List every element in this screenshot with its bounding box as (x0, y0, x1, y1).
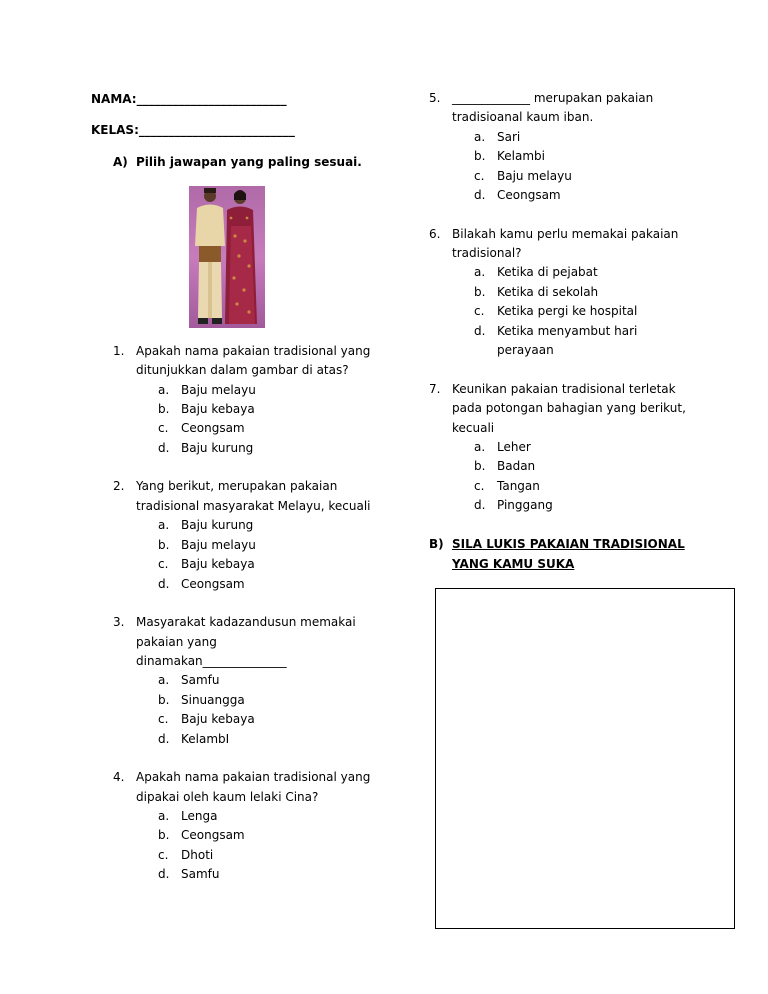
option-text: Sinuangga (181, 693, 245, 707)
option-letter: d. (474, 188, 486, 202)
class-field-label: KELAS:__________________________ (91, 123, 295, 137)
question-4-text: Apakah nama pakaian tradisional yang (136, 770, 371, 784)
option-text: Baju melayu (497, 169, 572, 183)
option-text: Lenga (181, 809, 218, 823)
section-a-instruction: Pilih jawapan yang paling sesuai. (136, 155, 362, 169)
option-letter: a. (158, 809, 170, 823)
question-7-number: 7. (429, 382, 441, 396)
option-text: Ketika menyambut hari (497, 324, 638, 338)
option-text: Ceongsam (181, 828, 245, 842)
option-text: Samfu (181, 867, 220, 881)
option-letter: d. (474, 498, 486, 512)
option-letter: b. (158, 538, 170, 552)
question-4-number: 4. (113, 770, 125, 784)
option-text: Tangan (497, 479, 540, 493)
question-3-number: 3. (113, 615, 125, 629)
option-letter: b. (474, 459, 486, 473)
question-3-text: pakaian yang (136, 635, 217, 649)
option-text: Ketika di sekolah (497, 285, 599, 299)
option-text: Leher (497, 440, 531, 454)
option-text: Ketika di pejabat (497, 265, 598, 279)
question-7-text: kecuali (452, 421, 495, 435)
question-5-number: 5. (429, 91, 441, 105)
question-6-text: tradisional? (452, 246, 522, 260)
question-2-text: tradisional masyarakat Melayu, kecuali (136, 499, 371, 513)
section-b-instruction: YANG KAMU SUKA (452, 557, 575, 571)
option-letter: b. (158, 828, 170, 842)
option-text: KelambI (181, 732, 230, 746)
question-7-text: Keunikan pakaian tradisional terletak (452, 382, 676, 396)
question-2-text: Yang berikut, merupakan pakaian (136, 479, 338, 493)
option-letter: c. (158, 712, 169, 726)
option-letter: a. (158, 518, 170, 532)
option-text: Ceongsam (181, 421, 245, 435)
option-letter: c. (158, 557, 169, 571)
option-letter: a. (474, 440, 486, 454)
option-letter: a. (158, 673, 170, 687)
option-text: Kelambi (497, 149, 545, 163)
option-text: Ceongsam (181, 577, 245, 591)
option-text: Baju kurung (181, 441, 254, 455)
option-text: Badan (497, 459, 536, 473)
question-7-text: pada potongan bahagian yang berikut, (452, 401, 686, 415)
option-text: Baju melayu (181, 538, 256, 552)
question-4-text: dipakai oleh kaum lelaki Cina? (136, 790, 319, 804)
option-letter: c. (474, 169, 485, 183)
option-text: Pinggang (497, 498, 553, 512)
option-letter: d. (474, 324, 486, 338)
question-1-number: 1. (113, 344, 125, 358)
option-letter: b. (474, 149, 486, 163)
question-1-text: ditunjukkan dalam gambar di atas? (136, 363, 349, 377)
question-2-number: 2. (113, 479, 125, 493)
option-letter: a. (474, 130, 486, 144)
drawing-box[interactable] (435, 588, 735, 929)
name-field-label: NAMA:_________________________ (91, 92, 287, 106)
option-letter: d. (158, 577, 170, 591)
option-letter: c. (158, 848, 169, 862)
question-5-text: tradisioanal kaum iban. (452, 110, 594, 124)
option-text: Dhoti (181, 848, 214, 862)
option-text: Baju kebaya (181, 557, 255, 571)
option-letter: b. (158, 693, 170, 707)
question-1-text: Apakah nama pakaian tradisional yang (136, 344, 371, 358)
option-text: Sari (497, 130, 521, 144)
option-letter: c. (474, 479, 485, 493)
section-b-marker: B) (429, 537, 444, 551)
option-letter: a. (158, 383, 170, 397)
option-text: Ceongsam (497, 188, 561, 202)
section-a-marker: A) (113, 155, 128, 169)
question-5-text: _____________ merupakan pakaian (452, 91, 654, 105)
question-6-text: Bilakah kamu perlu memakai pakaian (452, 227, 679, 241)
option-text: Samfu (181, 673, 220, 687)
section-b-instruction: SILA LUKIS PAKAIAN TRADISIONAL (452, 537, 685, 551)
option-letter: d. (158, 732, 170, 746)
option-letter: b. (158, 402, 170, 416)
option-letter: d. (158, 441, 170, 455)
option-letter: c. (474, 304, 485, 318)
question-3-text: dinamakan______________ (136, 654, 287, 668)
traditional-clothing-photo (189, 186, 265, 328)
option-text: Baju kurung (181, 518, 254, 532)
question-3-text: Masyarakat kadazandusun memakai (136, 615, 356, 629)
option-letter: c. (158, 421, 169, 435)
option-letter: d. (158, 867, 170, 881)
option-text: Baju kebaya (181, 402, 255, 416)
option-text: Baju melayu (181, 383, 256, 397)
option-text: Baju kebaya (181, 712, 255, 726)
question-6-number: 6. (429, 227, 441, 241)
option-text: Ketika pergi ke hospital (497, 304, 638, 318)
option-letter: a. (474, 265, 486, 279)
option-letter: b. (474, 285, 486, 299)
option-text: perayaan (497, 343, 554, 357)
